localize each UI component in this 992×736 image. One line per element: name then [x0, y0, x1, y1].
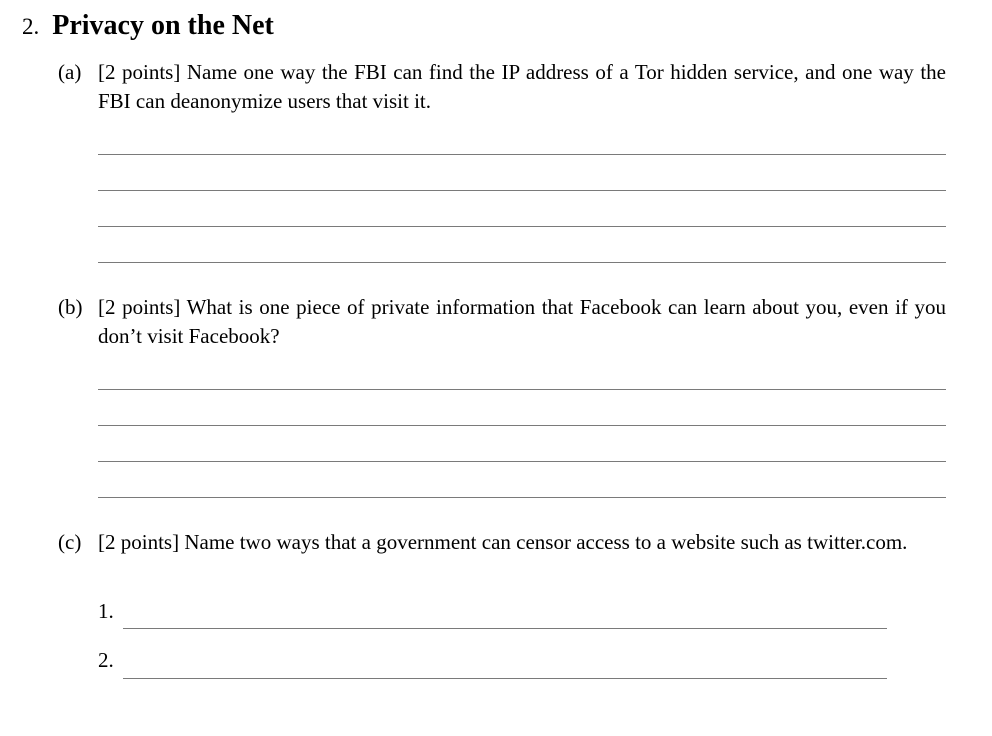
part-b-answer-line-1[interactable]: [98, 389, 946, 390]
question-title: Privacy on the Net: [52, 10, 274, 41]
part-a-answer-line-3[interactable]: [98, 226, 946, 227]
part-a-answer-line-2[interactable]: [98, 190, 946, 191]
part-a-answer-line-1[interactable]: [98, 154, 946, 155]
part-b-answer-line-4[interactable]: [98, 497, 946, 498]
part-a-answer-line-4[interactable]: [98, 262, 946, 263]
part-b-answer-line-3[interactable]: [98, 461, 946, 462]
part-b-answer-line-2[interactable]: [98, 425, 946, 426]
part-a-text: [2 points] Name one way the FBI can find the IP address of a Tor hidden service, and one way the FBI can deanonymize users that visit it.: [98, 60, 946, 113]
part-c-item-1-number: 1.: [98, 599, 114, 623]
part-c-item-1-answer-line[interactable]: [123, 628, 887, 629]
part-b-label: (b): [58, 295, 83, 319]
part-b-text: [2 points] What is one piece of private information that Facebook can learn about you, even if you don’t visit Facebook?: [98, 295, 946, 348]
question-number: 2.: [22, 14, 40, 39]
part-c-label: (c): [58, 530, 82, 554]
part-a-label: (a): [58, 60, 82, 84]
question-heading: [22, 8, 274, 45]
part-c-item-2-number: 2.: [98, 648, 114, 672]
part-c-item-2-answer-line[interactable]: [123, 678, 887, 679]
part-c-text: [2 points] Name two ways that a government can censor access to a website such as twitter.com.: [98, 530, 908, 554]
